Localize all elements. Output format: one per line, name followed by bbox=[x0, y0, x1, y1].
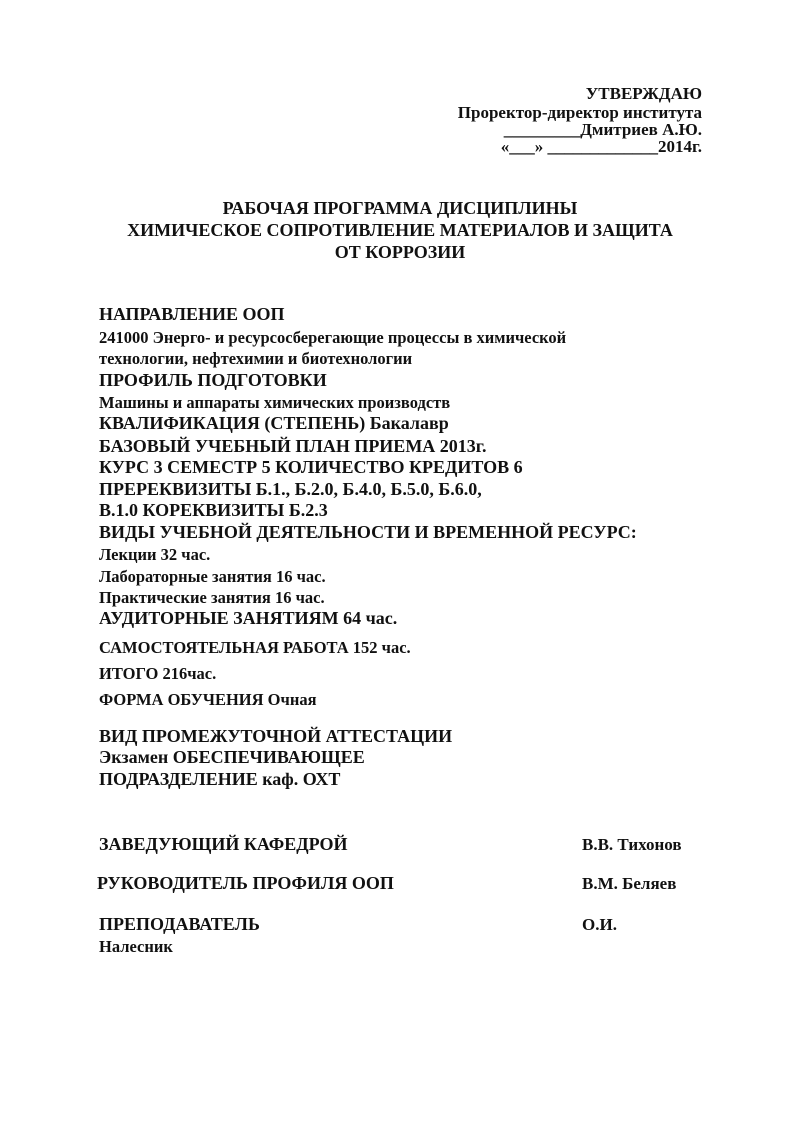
program-title-line2: ХИМИЧЕСКОЕ СОПРОТИВЛЕНИЕ МАТЕРИАЛОВ И ЗАЩИТА bbox=[127, 220, 673, 240]
auditory-hours: АУДИТОРНЫЕ ЗАНЯТИЯМ 64 час. bbox=[99, 608, 398, 628]
profile-heading: ПРОФИЛЬ ПОДГОТОВКИ bbox=[99, 370, 327, 390]
course-info: КУРС 3 СЕМЕСТР 5 КОЛИЧЕСТВО КРЕДИТОВ 6 bbox=[99, 457, 523, 477]
approval-position: Проректор-директор института bbox=[457, 103, 702, 122]
total-hours: ИТОГО 216час. bbox=[99, 664, 217, 683]
direction-line1: 241000 Энерго- и ресурсосберегающие процессы в химической bbox=[99, 328, 567, 347]
attestation-line3: ПОДРАЗДЕЛЕНИЕ каф. ОХТ bbox=[99, 769, 341, 789]
head-of-department-title: ЗАВЕДУЮЩИЙ КАФЕДРОЙ bbox=[99, 834, 348, 854]
attestation-line2: Экзамен ОБЕСПЕЧИВАЮЩЕЕ bbox=[99, 747, 365, 767]
activities-heading: ВИДЫ УЧЕБНОЙ ДЕЯТЕЛЬНОСТИ И ВРЕМЕННОЙ РЕСУРС: bbox=[99, 522, 637, 542]
teacher-initials: О.И. bbox=[582, 915, 617, 934]
approval-signature-line: _________Дмитриев А.Ю. bbox=[503, 120, 702, 139]
profile-value: Машины и аппараты химических производств bbox=[99, 393, 451, 412]
labs: Лабораторные занятия 16 час. bbox=[99, 567, 326, 586]
approval-heading: УТВЕРЖДАЮ bbox=[585, 84, 702, 103]
study-plan: БАЗОВЫЙ УЧЕБНЫЙ ПЛАН ПРИЕМА 2013г. bbox=[99, 436, 487, 456]
attestation-heading: ВИД ПРОМЕЖУТОЧНОЙ АТТЕСТАЦИИ bbox=[99, 726, 453, 746]
approval-date-line: «___» _____________2014г. bbox=[500, 137, 702, 156]
study-form: ФОРМА ОБУЧЕНИЯ Очная bbox=[99, 690, 317, 709]
program-title-line1: РАБОЧАЯ ПРОГРАММА ДИСЦИПЛИНЫ bbox=[222, 198, 578, 218]
direction-line2: технологии, нефтехимии и биотехнологии bbox=[99, 349, 413, 368]
teacher-surname: Налесник bbox=[99, 937, 173, 956]
profile-lead-name: В.М. Беляев bbox=[582, 874, 677, 893]
profile-lead-title: РУКОВОДИТЕЛЬ ПРОФИЛЯ ООП bbox=[97, 873, 394, 893]
qualification: КВАЛИФИКАЦИЯ (СТЕПЕНЬ) Бакалавр bbox=[99, 413, 449, 433]
head-of-department-name: В.В. Тихонов bbox=[582, 835, 682, 854]
prerequisites: ПРЕРЕКВИЗИТЫ Б.1., Б.2.0, Б.4.0, Б.5.0, Б.6.0, bbox=[99, 479, 482, 499]
corequisites: В.1.0 КОРЕКВИЗИТЫ Б.2.3 bbox=[99, 500, 328, 520]
teacher-title: ПРЕПОДАВАТЕЛЬ bbox=[99, 914, 260, 934]
lectures: Лекции 32 час. bbox=[99, 545, 211, 564]
program-title-line3: ОТ КОРРОЗИИ bbox=[334, 242, 466, 262]
self-work: САМОСТОЯТЕЛЬНАЯ РАБОТА 152 час. bbox=[99, 638, 411, 657]
practice: Практические занятия 16 час. bbox=[99, 588, 325, 607]
direction-heading: НАПРАВЛЕНИЕ ООП bbox=[99, 304, 285, 324]
